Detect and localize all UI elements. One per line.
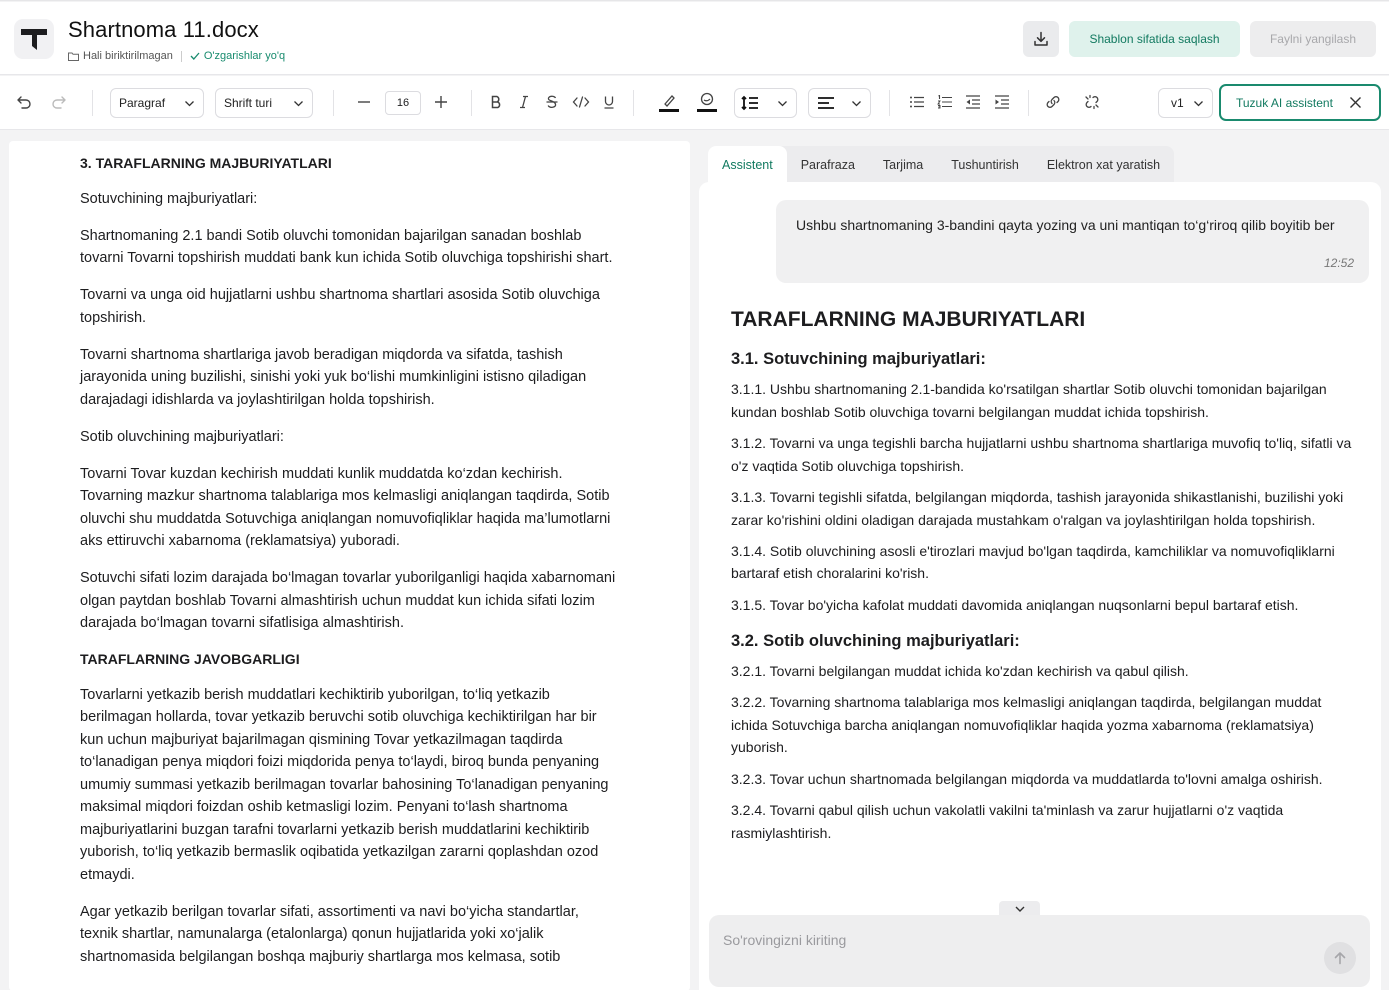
italic-button[interactable] [512,90,536,114]
arrow-up-icon [1333,951,1347,965]
user-message [776,200,1369,283]
link-icon [1045,94,1061,110]
remove-link-button[interactable] [1080,90,1104,114]
chevron-down-icon [851,98,862,109]
answer-item: 3.2.3. Tovar uchun shartnomada belgilangan miqdorda va muddatlarda to'lovni amalga oshirish. [731,770,1323,787]
prompt-placeholder: So'rovingizni kiriting [723,932,847,948]
outdent-button[interactable] [961,90,985,114]
answer-item: 3.2.1. Tovarni belgilangan muddat ichida ko'zdan kechirish va qabul qilish. [731,662,1189,679]
paragraph: Tovarlarni yetkazib berish muddatlari kechiktirib yuborilgan, to‘liq yetkazib berilmagan hollarda, tovar yetkazib beruvchi sotib oluvchiga kechiktirilgan har bir kun uchun majburiyat bajarilmagan qismining Tovar yetkazilmagan taqdirda to‘lanadigan penya miqdori foizi miqdorida penya to‘laydi, biroq bunda penyaning umumiy summasi yetkazib berilmagan tovarlar bahosining To‘lanadigan penyaning maksimal miqdori foizdan oshib ketmasligi lozim. Penyani to‘lash shartnoma majburiyatlarini buzgan tarafni tovarlarni yetkazib berish muddatlarini kechiktirib yuborish, to‘liq yetkazib bermaslik oqibatida yetkazilgan zararni qoplashdan ozod etmaydi. [80,686,609,883]
strikethrough-icon [545,95,559,109]
chevron-down-icon [777,98,788,109]
tab-assistent[interactable]: Assistent [708,146,787,184]
answer-item: 3.1.5. Tovar bo'yicha kafolat muddati davomida aniqlangan nuqsonlarni bepul bartaraf etish. [731,596,1299,613]
toolbar-divider [633,90,634,116]
document-content[interactable] [80,153,620,983]
italic-icon [517,95,531,109]
paragraph: Sotib oluvchining majburiyatlari: [80,428,284,445]
answer-item: 3.2.4. Tovarni qabul qilish uchun vakolatli vakilni ta'minlash va zarur hujjatlarni o'z vaqtida rasmiylashtirish. [731,801,1284,841]
version-value: v1 [1171,96,1184,110]
line-spacing-icon [741,95,759,111]
assistant-tabs [708,146,1174,184]
document-editor[interactable] [9,141,690,990]
unlink-icon [1084,94,1100,110]
minus-icon [357,95,371,109]
app-logo[interactable] [14,19,54,59]
numbered-list-icon [937,95,953,109]
paragraph: Tovarni Tovar kuzdan kechirish muddati kunlik muddatda ko‘zdan kechirish. Tovarning mazkur shartnoma talablariga mos kelmasligi aniqlangan taqdirda, Sotib oluvchi shu muddatda Sotuvchiga aniqlangan nomuvofiqliklar haqida ma’lumotlarni aks ettiruvchi xabarnoma (reklamatsiya) yuboradi. [80,465,611,549]
toolbar-divider [889,90,890,116]
bold-icon [489,95,503,109]
chevron-down-icon [184,98,195,109]
assistant-answer [731,306,1356,853]
insert-link-button[interactable] [1041,90,1065,114]
text-color-button[interactable] [657,90,681,114]
decrease-font-size-button[interactable] [352,90,376,114]
ai-assistant-toggle-button[interactable] [1219,84,1381,121]
version-select[interactable] [1158,88,1213,118]
underline-button[interactable] [597,90,621,114]
answer-subheading: 3.1. Sotuvchining majburiyatlari: [731,350,986,368]
update-file-button[interactable]: Faylni yangilash [1250,21,1376,57]
answer-title: TARAFLARNING MAJBURIYATLARI [731,308,1086,331]
send-button[interactable] [1324,942,1356,974]
toolbar-divider [92,90,93,116]
paragraph: Shartnomaning 2.1 bandi Sotib oluvchi tomonidan bajarilgan sanadan boshlab tovarni Tovarni topshirish muddati bank kun ichida Sotib oluvchiga topshirishi shart. [80,227,613,266]
chevron-down-icon [1193,98,1204,109]
paragraph: Tovarni va unga oid hujjatlarni ushbu shartnoma shartlari asosida Sotib oluvchiga topshirish. [80,287,600,326]
paragraph: Sotuvchining majburiyatlari: [80,190,258,207]
plus-icon [434,95,448,109]
highlight-icon [696,91,718,113]
check-icon [190,52,200,60]
underline-icon [602,95,616,109]
undo-icon [16,94,32,110]
bullet-list-button[interactable] [905,90,929,114]
code-button[interactable] [569,90,593,114]
message-time: 12:52 [1323,256,1354,270]
answer-item: 3.2.2. Tovarning shartnoma talablariga mos kelmasligi aniqlangan taqdirda, belgilangan muddat ichida Sotuvchiga barcha aniqlangan nomuvofiqliklar haqida yozma xabarnoma (reklamatsiya) yuborish. [731,694,1322,756]
assistant-panel [699,182,1381,990]
alignment-select[interactable] [808,88,871,118]
answer-subheading: 3.2. Sotib oluvchining majburiyatlari: [731,631,1020,650]
tab-tushuntirish[interactable]: Tushuntirish [951,158,1019,172]
header [0,2,1389,75]
answer-item: 3.1.1. Ushbu shartnomaning 2.1-bandida ko'rsatilgan shartlar Sotib oluvchi tomonidan bajarilgan kundan boshlab Sotib oluvchiga tovarni belgilangan muddat ichida topshirish. [731,381,1327,420]
redo-button[interactable] [47,90,71,114]
indent-button[interactable] [990,90,1014,114]
download-button[interactable] [1023,21,1059,57]
tab-elektron-xat[interactable]: Elektron xat yaratish [1046,158,1161,172]
chevron-down-icon [293,98,304,109]
download-icon [1033,31,1049,47]
chevron-down-icon [1014,905,1026,913]
ai-assistant-label: Tuzuk AI assistent [1236,95,1333,110]
document-title[interactable]: Shartnoma 11.docx [68,17,259,42]
font-family-select[interactable] [215,88,313,118]
user-message-text: Ushbu shartnomaning 3-bandini qayta yozing va uni mantiqan to‘g‘riroq qilib boyitib ber [796,217,1335,233]
tab-tarjima[interactable]: Tarjima [882,158,924,172]
toolbar-divider [471,90,472,116]
font-size-input[interactable]: 16 [385,91,421,115]
code-icon [572,95,590,109]
logo-t-icon [19,26,49,52]
document-meta [68,50,285,62]
strikethrough-button[interactable] [540,90,564,114]
folder-icon [68,52,79,61]
paragraph: Agar yetkazib berilgan tovarlar sifati, assortimenti va navi bo‘yicha standartlar, texnik shartlar, namunalarga (etalonlarga) qonun hujjatlarida yoki xo‘jalik shartnomasida belgilangan boshqa majburiy shartlarga mos kelmasa, sotib [80,903,579,965]
line-spacing-select[interactable] [734,88,797,118]
paragraph-style-select[interactable] [110,88,204,118]
tab-parafraza[interactable]: Parafraza [800,158,855,172]
text-color-icon [658,91,680,113]
answer-item: 3.1.2. Tovarni va unga tegishli barcha hujjatlarni ushbu shartnoma shartlariga muvofiq to'liq, sifatli va o'z vaqtida Sotib oluvchiga topshirish. [731,434,1352,474]
toolbar-divider [333,90,334,116]
indent-icon [994,95,1010,109]
paragraph: Tovarni shartnoma shartlariga javob beradigan miqdorda va sifatda, tashish jarayonida uning buzilishi, sinishi yoki yuk bo‘lishi mumkinligini istisno qiladigan darajadagi idishlarda va joylashtirilgan holda topshirish. [80,346,587,408]
answer-item: 3.1.4. Sotib oluvchining asosli e'tirozlari mavjud bo'lgan taqdirda, kamchiliklar va nomuvofiqliklarni bartaraf etish choralarini ko'rish. [731,542,1335,582]
bullet-list-icon [909,95,925,109]
toolbar-divider [1028,90,1029,116]
formatting-toolbar [0,76,1389,130]
font-family-value: Shrift turi [224,96,273,110]
align-left-icon [817,96,835,110]
highlight-color-button[interactable] [695,90,719,114]
paragraph: Sotuvchi sifati lozim darajada bo‘lmagan tovarlar yuborilganligi haqida xabarnomani olgan paytdan boshlab Tovarni almashtirish uchun muddat kun ichida sifati lozim darajada bo‘lmagan tovarni sifatlisiga almashtirish. [80,570,616,631]
meta-divider [181,51,182,62]
increase-font-size-button[interactable] [429,90,453,114]
bold-button[interactable] [484,90,508,114]
save-as-template-button[interactable]: Shablon sifatida saqlash [1069,21,1240,57]
numbered-list-button[interactable] [933,90,957,114]
redo-icon [51,94,67,110]
outdent-icon [965,95,981,109]
close-icon[interactable] [1349,96,1362,109]
section-heading: 3. TARAFLARNING MAJBURIYATLARI [80,155,332,171]
section-heading: TARAFLARNING JAVOBGARLIGI [80,651,300,667]
paragraph-style-value: Paragraf [119,96,166,110]
answer-item: 3.1.3. Tovarni tegishli sifatda, belgilangan miqdorda, tashish jarayonida shikastlanishi, buzilishi yoki zarar ko'rishini oldini oladigan darajada mustahkam o'ralgan va joylashtirilgan holda topshirish. [731,488,1344,528]
attachment-status: Hali biriktirilmagan [83,50,173,62]
changes-status: O'zgarishlar yo'q [203,50,286,62]
undo-button[interactable] [12,90,36,114]
prompt-input[interactable] [709,915,1370,987]
